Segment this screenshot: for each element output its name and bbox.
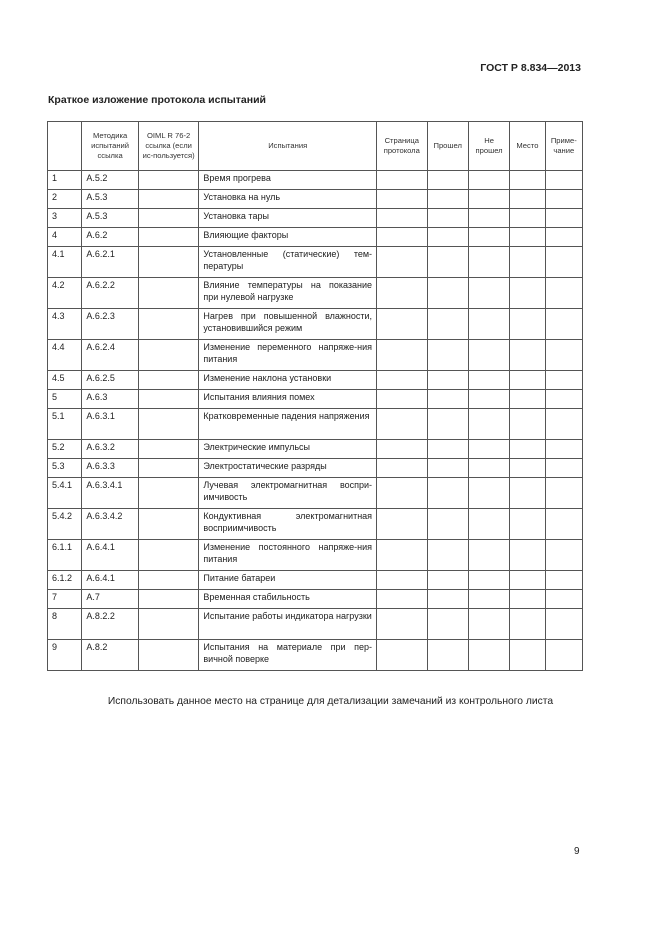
table-row	[48, 247, 583, 278]
row-test-name: Временная стабильность	[199, 590, 377, 609]
row-oiml-ref	[138, 459, 199, 478]
row-passed	[427, 309, 468, 340]
row-report-page	[377, 171, 427, 190]
row-test-name: Испытания влияния помех	[199, 390, 377, 409]
row-number: 3	[48, 209, 82, 228]
row-place	[510, 640, 545, 671]
row-oiml-ref	[138, 440, 199, 459]
row-passed	[427, 590, 468, 609]
row-failed	[468, 478, 509, 509]
row-report-page	[377, 459, 427, 478]
row-failed	[468, 640, 509, 671]
table-row	[48, 278, 583, 309]
row-method-ref: A.5.3	[82, 209, 139, 228]
row-method-ref: A.6.2	[82, 228, 139, 247]
row-report-page	[377, 247, 427, 278]
row-oiml-ref	[138, 590, 199, 609]
row-oiml-ref	[138, 371, 199, 390]
table-row	[48, 190, 583, 209]
row-passed	[427, 390, 468, 409]
header-place: Место	[510, 122, 545, 171]
row-failed	[468, 409, 509, 440]
row-failed	[468, 209, 509, 228]
row-test-name: Кратковременные падения напряжения	[199, 409, 377, 440]
header-method-ref: Методика испытаний ссылка	[82, 122, 139, 171]
row-method-ref: A.6.4.1	[82, 540, 139, 571]
row-oiml-ref	[138, 390, 199, 409]
table-row	[48, 409, 583, 440]
row-place	[510, 459, 545, 478]
row-failed	[468, 247, 509, 278]
row-place	[510, 590, 545, 609]
row-method-ref: A.8.2	[82, 640, 139, 671]
row-report-page	[377, 228, 427, 247]
row-passed	[427, 459, 468, 478]
row-method-ref: A.7	[82, 590, 139, 609]
row-failed	[468, 228, 509, 247]
row-passed	[427, 540, 468, 571]
row-remark	[545, 278, 582, 309]
row-passed	[427, 509, 468, 540]
row-report-page	[377, 371, 427, 390]
row-number: 5.4.2	[48, 509, 82, 540]
row-report-page	[377, 478, 427, 509]
row-report-page	[377, 409, 427, 440]
row-method-ref: A.6.4.1	[82, 571, 139, 590]
row-remark	[545, 171, 582, 190]
row-method-ref: A.6.3.1	[82, 409, 139, 440]
row-failed	[468, 440, 509, 459]
row-remark	[545, 478, 582, 509]
row-place	[510, 340, 545, 371]
row-remark	[545, 440, 582, 459]
row-passed	[427, 247, 468, 278]
row-number: 4.3	[48, 309, 82, 340]
row-test-name: Нагрев при повышенной влажности, установившийся режим	[199, 309, 377, 340]
table-row	[48, 459, 583, 478]
row-report-page	[377, 540, 427, 571]
row-passed	[427, 609, 468, 640]
row-number: 5.2	[48, 440, 82, 459]
row-place	[510, 278, 545, 309]
row-failed	[468, 540, 509, 571]
row-number: 4.1	[48, 247, 82, 278]
row-remark	[545, 571, 582, 590]
table-row	[48, 590, 583, 609]
row-method-ref: A.6.2.1	[82, 247, 139, 278]
table-row	[48, 440, 583, 459]
test-protocol-table	[47, 121, 583, 671]
row-place	[510, 540, 545, 571]
row-test-name: Электрические импульсы	[199, 440, 377, 459]
row-test-name: Лучевая электромагнитная воспри-имчивость	[199, 478, 377, 509]
row-oiml-ref	[138, 209, 199, 228]
row-failed	[468, 609, 509, 640]
row-oiml-ref	[138, 509, 199, 540]
row-place	[510, 390, 545, 409]
row-remark	[545, 459, 582, 478]
table-row	[48, 571, 583, 590]
row-report-page	[377, 390, 427, 409]
row-passed	[427, 278, 468, 309]
row-remark	[545, 309, 582, 340]
row-method-ref: A.6.3.4.2	[82, 509, 139, 540]
row-test-name: Кондуктивная электромагнитная восприимчивость	[199, 509, 377, 540]
row-oiml-ref	[138, 540, 199, 571]
row-number: 4.2	[48, 278, 82, 309]
row-number: 6.1.2	[48, 571, 82, 590]
table-row	[48, 228, 583, 247]
row-remark	[545, 209, 582, 228]
row-passed	[427, 640, 468, 671]
row-passed	[427, 190, 468, 209]
row-passed	[427, 478, 468, 509]
row-test-name: Изменение наклона установки	[199, 371, 377, 390]
row-number: 6.1.1	[48, 540, 82, 571]
row-number: 5.1	[48, 409, 82, 440]
row-place	[510, 371, 545, 390]
row-method-ref: A.8.2.2	[82, 609, 139, 640]
row-method-ref: A.6.2.5	[82, 371, 139, 390]
table-row	[48, 309, 583, 340]
row-remark	[545, 228, 582, 247]
table-row	[48, 609, 583, 640]
row-oiml-ref	[138, 278, 199, 309]
row-place	[510, 190, 545, 209]
header-tests: Испытания	[199, 122, 377, 171]
row-remark	[545, 590, 582, 609]
row-test-name: Установка на нуль	[199, 190, 377, 209]
row-method-ref: A.6.3.3	[82, 459, 139, 478]
row-report-page	[377, 571, 427, 590]
row-place	[510, 209, 545, 228]
row-test-name: Изменение постоянного напряже-ния питания	[199, 540, 377, 571]
row-test-name: Время прогрева	[199, 171, 377, 190]
row-place	[510, 478, 545, 509]
row-passed	[427, 409, 468, 440]
table-row	[48, 371, 583, 390]
row-oiml-ref	[138, 171, 199, 190]
row-remark	[545, 540, 582, 571]
row-failed	[468, 571, 509, 590]
row-failed	[468, 459, 509, 478]
row-test-name: Питание батареи	[199, 571, 377, 590]
row-place	[510, 440, 545, 459]
row-test-name: Установленные (статические) тем-пературы	[199, 247, 377, 278]
page-number: 9	[574, 846, 580, 857]
row-failed	[468, 390, 509, 409]
section-title: Краткое изложение протокола испытаний	[48, 94, 266, 106]
row-method-ref: A.5.3	[82, 190, 139, 209]
row-test-name: Изменение переменного напряже-ния питания	[199, 340, 377, 371]
row-method-ref: A.6.3.2	[82, 440, 139, 459]
row-place	[510, 247, 545, 278]
row-method-ref: A.6.3.4.1	[82, 478, 139, 509]
row-number: 4	[48, 228, 82, 247]
header-number	[48, 122, 82, 171]
row-test-name: Испытание работы индикатора нагрузки	[199, 609, 377, 640]
row-passed	[427, 171, 468, 190]
row-oiml-ref	[138, 247, 199, 278]
row-failed	[468, 309, 509, 340]
row-report-page	[377, 640, 427, 671]
row-passed	[427, 209, 468, 228]
table-header-row	[48, 122, 583, 171]
row-place	[510, 171, 545, 190]
row-failed	[468, 340, 509, 371]
row-oiml-ref	[138, 571, 199, 590]
header-passed: Прошел	[427, 122, 468, 171]
row-remark	[545, 640, 582, 671]
row-failed	[468, 190, 509, 209]
row-oiml-ref	[138, 409, 199, 440]
row-failed	[468, 590, 509, 609]
row-method-ref: A.6.2.4	[82, 340, 139, 371]
row-passed	[427, 228, 468, 247]
row-remark	[545, 247, 582, 278]
row-number: 4.4	[48, 340, 82, 371]
header-oiml-ref: OIML R 76-2 ссылка (если ис-пользуется)	[138, 122, 199, 171]
row-test-name: Электростатические разряды	[199, 459, 377, 478]
row-place	[510, 609, 545, 640]
standard-code: ГОСТ Р 8.834—2013	[480, 62, 581, 74]
row-oiml-ref	[138, 228, 199, 247]
row-passed	[427, 440, 468, 459]
row-number: 4.5	[48, 371, 82, 390]
row-test-name: Влияние температуры на показание при нулевой нагрузке	[199, 278, 377, 309]
row-passed	[427, 371, 468, 390]
header-remark: Приме-чание	[545, 122, 582, 171]
table-row	[48, 390, 583, 409]
row-report-page	[377, 190, 427, 209]
row-report-page	[377, 340, 427, 371]
row-place	[510, 228, 545, 247]
table-row	[48, 209, 583, 228]
table-row	[48, 340, 583, 371]
row-place	[510, 571, 545, 590]
row-report-page	[377, 509, 427, 540]
row-test-name: Влияющие факторы	[199, 228, 377, 247]
row-number: 7	[48, 590, 82, 609]
row-remark	[545, 409, 582, 440]
row-test-name: Установка тары	[199, 209, 377, 228]
row-report-page	[377, 309, 427, 340]
row-oiml-ref	[138, 190, 199, 209]
row-failed	[468, 278, 509, 309]
row-report-page	[377, 278, 427, 309]
row-oiml-ref	[138, 478, 199, 509]
row-remark	[545, 609, 582, 640]
row-report-page	[377, 440, 427, 459]
row-remark	[545, 509, 582, 540]
table-row	[48, 640, 583, 671]
row-oiml-ref	[138, 640, 199, 671]
row-number: 9	[48, 640, 82, 671]
row-method-ref: A.5.2	[82, 171, 139, 190]
row-number: 2	[48, 190, 82, 209]
row-number: 5.3	[48, 459, 82, 478]
row-oiml-ref	[138, 309, 199, 340]
row-number: 5.4.1	[48, 478, 82, 509]
row-method-ref: A.6.2.2	[82, 278, 139, 309]
row-oiml-ref	[138, 340, 199, 371]
row-method-ref: A.6.3	[82, 390, 139, 409]
row-report-page	[377, 590, 427, 609]
row-place	[510, 509, 545, 540]
row-passed	[427, 571, 468, 590]
row-number: 5	[48, 390, 82, 409]
table-row	[48, 478, 583, 509]
header-failed: Не прошел	[468, 122, 509, 171]
table-row	[48, 540, 583, 571]
footer-note: Использовать данное место на странице для детализации замечаний из контрольного листа	[107, 696, 554, 707]
table-row	[48, 171, 583, 190]
row-remark	[545, 390, 582, 409]
row-test-name: Испытания на материале при пер-вичной поверке	[199, 640, 377, 671]
row-place	[510, 409, 545, 440]
row-failed	[468, 509, 509, 540]
row-report-page	[377, 609, 427, 640]
row-number: 8	[48, 609, 82, 640]
row-oiml-ref	[138, 609, 199, 640]
row-number: 1	[48, 171, 82, 190]
row-failed	[468, 371, 509, 390]
row-failed	[468, 171, 509, 190]
table-row	[48, 509, 583, 540]
header-report-page: Страница протокола	[377, 122, 427, 171]
row-method-ref: A.6.2.3	[82, 309, 139, 340]
row-passed	[427, 340, 468, 371]
row-remark	[545, 190, 582, 209]
row-remark	[545, 340, 582, 371]
row-place	[510, 309, 545, 340]
row-remark	[545, 371, 582, 390]
row-report-page	[377, 209, 427, 228]
